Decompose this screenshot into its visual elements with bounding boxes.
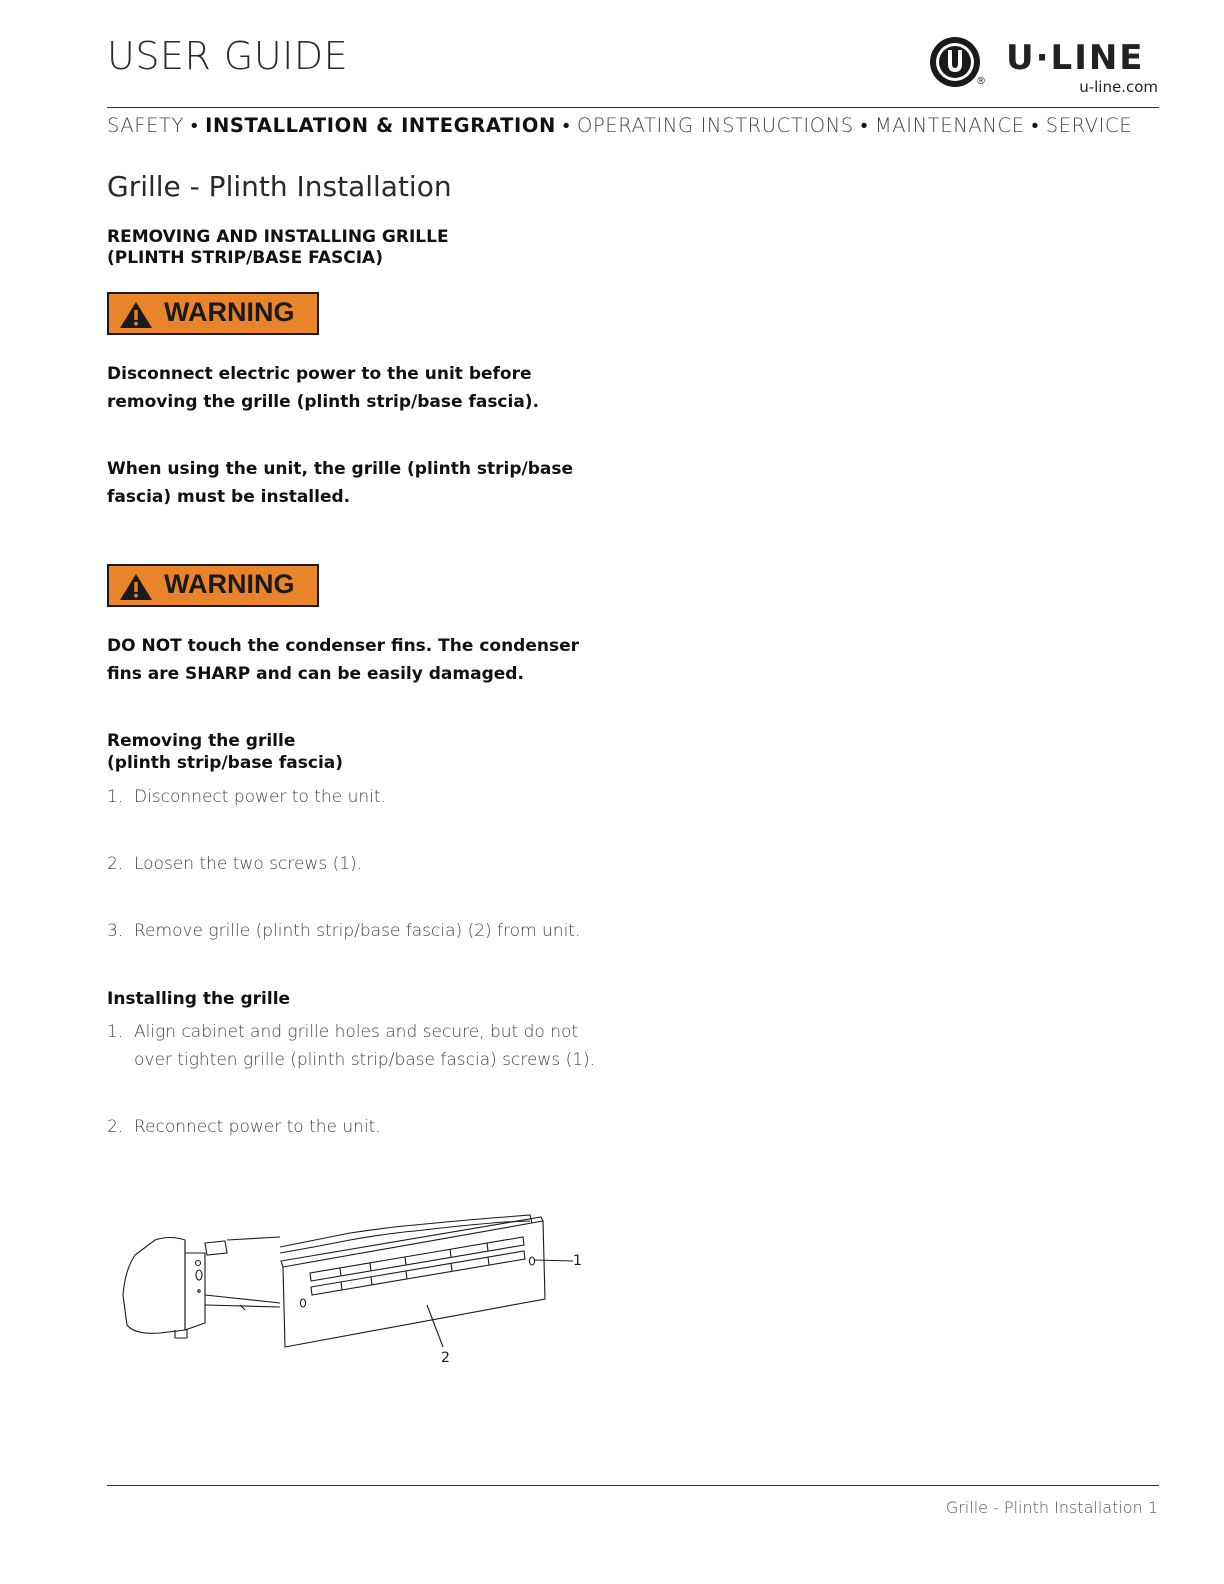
footer-divider: [107, 1485, 1159, 1486]
warning-label: WARNING: [164, 297, 295, 327]
cabinet-hole: [198, 1290, 200, 1292]
nav-item-maintenance[interactable]: MAINTENANCE: [874, 114, 1025, 137]
grille-vent-slots: [310, 1237, 525, 1295]
section-subheading: [107, 227, 449, 269]
site-url[interactable]: u-line.com: [1079, 78, 1158, 96]
warning-text-line: removing the grille (plinth strip/base fascia).: [107, 392, 540, 412]
callout-line-screw: [535, 1260, 573, 1261]
nav-item-safety[interactable]: SAFETY: [107, 114, 185, 137]
warning-text-line: fascia) must be installed.: [107, 487, 351, 507]
heading-line: Removing the grille: [107, 731, 296, 751]
installing-step: [107, 1113, 381, 1141]
step-number: 2.: [107, 1117, 124, 1137]
warning-triangle-icon: [119, 301, 153, 329]
removing-step: [107, 783, 386, 811]
nav-separator: •: [1031, 114, 1039, 137]
section-nav: [107, 114, 1132, 138]
subheading-line: REMOVING AND INSTALLING GRILLE: [107, 227, 449, 247]
warning-text-line: When using the unit, the grille (plinth strip/base: [107, 459, 573, 479]
subheading-line: (PLINTH STRIP/BASE FASCIA): [107, 248, 383, 268]
installing-heading: Installing the grille: [107, 989, 291, 1009]
step-number: 2.: [107, 854, 124, 874]
document-title: USER GUIDE: [107, 34, 349, 78]
step-number: 3.: [107, 921, 124, 941]
callout-line-grille: [427, 1305, 443, 1347]
warning-badge: [107, 292, 319, 335]
grille-installation-diagram: [115, 1195, 595, 1375]
grille-screw-left: [300, 1299, 305, 1307]
installing-step: [107, 1018, 595, 1074]
step-text: Disconnect power to the unit.: [134, 787, 386, 807]
cabinet-base-outline: [123, 1238, 185, 1334]
removing-heading: [107, 730, 343, 774]
nav-separator: •: [190, 114, 199, 137]
warning-triangle-icon: [119, 573, 153, 601]
registered-mark: ®: [976, 76, 986, 87]
step-text: Loosen the two screws (1).: [134, 854, 363, 874]
step-text: Align cabinet and grille holes and secure, but do not: [134, 1022, 579, 1042]
warning-text: [107, 360, 607, 416]
step-text: Reconnect power to the unit.: [134, 1117, 381, 1137]
warning-label: WARNING: [164, 569, 295, 599]
removing-step: [107, 917, 580, 945]
brand-name: U·LINE: [1006, 38, 1145, 78]
callout-label-screw: 1: [573, 1253, 582, 1269]
heading-line: (plinth strip/base fascia): [107, 753, 344, 773]
warning-text: [107, 632, 607, 688]
cabinet-side-panel: [185, 1253, 205, 1330]
header-divider: [107, 107, 1159, 108]
warning-text-line: fins are SHARP and can be easily damaged.: [107, 664, 524, 684]
grille-screw-right: [529, 1257, 534, 1265]
cabinet-hole: [196, 1270, 202, 1280]
warning-text-line: Disconnect electric power to the unit before: [107, 364, 532, 384]
section-title: Grille - Plinth Installation: [107, 170, 452, 203]
warning-badge: [107, 564, 319, 607]
step-text: Remove grille (plinth strip/base fascia) (2) from unit.: [134, 921, 581, 941]
step-number: 1.: [107, 787, 124, 807]
callout-label-grille: 2: [441, 1350, 450, 1366]
step-number: 1.: [107, 1022, 124, 1042]
removing-step: [107, 850, 362, 878]
nav-item-installation[interactable]: INSTALLATION & INTEGRATION: [205, 114, 556, 137]
cabinet-hole: [196, 1261, 201, 1266]
nav-item-operating[interactable]: OPERATING INSTRUCTIONS: [577, 114, 854, 137]
nav-separator: •: [860, 114, 869, 137]
page-footer: Grille - Plinth Installation 1: [945, 1498, 1158, 1517]
warning-text: [107, 455, 607, 511]
nav-item-service[interactable]: SERVICE: [1045, 114, 1133, 137]
warning-text-line: DO NOT touch the condenser fins. The condenser: [107, 636, 580, 656]
step-text: over tighten grille (plinth strip/base fascia) screws (1).: [134, 1050, 596, 1070]
nav-separator: •: [562, 114, 571, 137]
